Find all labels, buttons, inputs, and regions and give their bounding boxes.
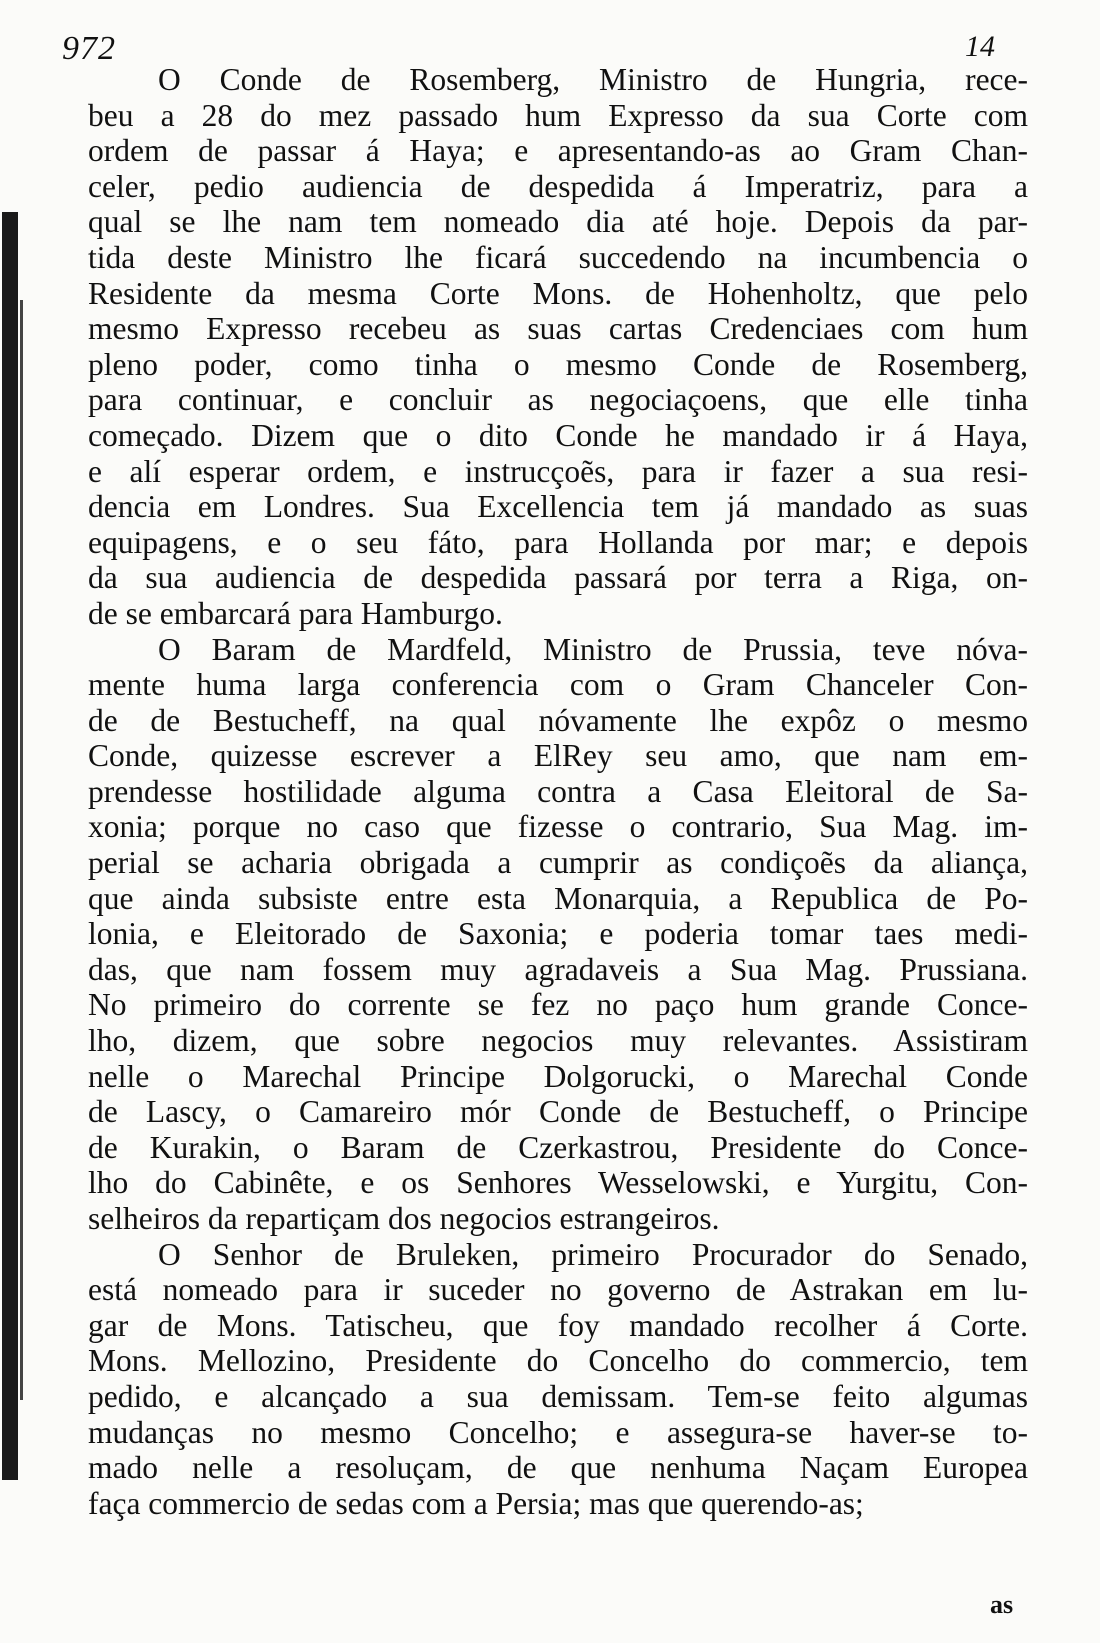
text-line: e alí esperar ordem, e instrucçoẽs, para ir fazer a sua resi- bbox=[88, 453, 1028, 489]
page-edge-shadow bbox=[2, 212, 18, 1480]
text-line: celer, pedio audiencia de despedida á Imperatriz, para a bbox=[88, 168, 1028, 204]
text-line: No primeiro do corrente se fez no paço hum grande Conce- bbox=[88, 987, 1028, 1023]
text-line: Conde, quizesse escrever a ElRey seu amo, que nam em- bbox=[88, 738, 1028, 774]
text-line: pleno poder, como tinha o mesmo Conde de Rosemberg, bbox=[88, 346, 1028, 382]
text-line: prendesse hostilidade alguma contra a Casa Eleitoral de Sa- bbox=[88, 773, 1028, 809]
text-line: lho, dizem, que sobre negocios muy relevantes. Assistiram bbox=[88, 1023, 1028, 1059]
text-line: equipagens, e o seu fáto, para Hollanda por mar; e depois bbox=[88, 524, 1028, 560]
text-line: de Lascy, o Camareiro mór Conde de Bestucheff, o Principe bbox=[88, 1094, 1028, 1130]
text-line: de Kurakin, o Baram de Czerkastrou, Presidente do Conce- bbox=[88, 1129, 1028, 1165]
text-line: que ainda subsiste entre esta Monarquia, a Republica de Po- bbox=[88, 880, 1028, 916]
text-line: nelle o Marechal Principe Dolgorucki, o Marechal Conde bbox=[88, 1058, 1028, 1094]
page-edge-line bbox=[20, 300, 23, 1400]
text-line: das, que nam fossem muy agradaveis a Sua Mag. Prussiana. bbox=[88, 951, 1028, 987]
text-line: mesmo Expresso recebeu as suas cartas Credenciaes com hum bbox=[88, 311, 1028, 347]
text-line: faça commercio de sedas com a Persia; mas que querendo-as; bbox=[88, 1485, 864, 1521]
text-line: pedido, e alcançado a sua demissam. Tem-se feito algumas bbox=[88, 1378, 1028, 1414]
text-line: tida deste Ministro lhe ficará succedendo na incumbencia o bbox=[88, 239, 1028, 275]
text-line: Mons. Mellozino, Presidente do Concelho do commercio, tem bbox=[88, 1343, 1028, 1379]
paragraph-mardfeld bbox=[88, 632, 1028, 1237]
text-line: beu a 28 do mez passado hum Expresso da sua Corte com bbox=[88, 97, 1028, 133]
text-line: mado nelle a resoluçam, de que nenhuma Naçam Europea bbox=[88, 1450, 1028, 1486]
text-line: dencia em Londres. Sua Excellencia tem já mandado as suas bbox=[88, 489, 1028, 525]
text-line: xonia; porque no caso que fizesse o contrario, Sua Mag. im- bbox=[88, 809, 1028, 845]
page-number: 972 bbox=[62, 30, 116, 67]
paragraph-bruleken bbox=[88, 1237, 1028, 1522]
corner-mark: 14 bbox=[965, 30, 995, 63]
text-line: lonia, e Eleitorado de Saxonia; e poderia tomar taes medi- bbox=[88, 916, 1028, 952]
text-line: de de Bestucheff, na qual nóvamente lhe expôz o mesmo bbox=[88, 702, 1028, 738]
text-line: gar de Mons. Tatischeu, que foy mandado recolher á Corte. bbox=[88, 1307, 1028, 1343]
text-line: para continuar, e concluir as negociaçoens, que elle tinha bbox=[88, 382, 1028, 418]
text-line: qual se lhe nam tem nomeado dia até hoje. Depois da par- bbox=[88, 204, 1028, 240]
text-line: começado. Dizem que o dito Conde he mandado ir á Haya, bbox=[88, 417, 1028, 453]
text-line: de se embarcará para Hamburgo. bbox=[88, 595, 503, 631]
text-line: Residente da mesma Corte Mons. de Hohenholtz, que pelo bbox=[88, 275, 1028, 311]
text-line: ordem de passar á Haya; e apresentando-as ao Gram Chan- bbox=[88, 133, 1028, 169]
text-line: está nomeado para ir suceder no governo de Astrakan em lu- bbox=[88, 1272, 1028, 1308]
text-line: mudanças no mesmo Concelho; e assegura-se haver-se to- bbox=[88, 1414, 1028, 1450]
text-line: perial se acharia obrigada a cumprir as condiçoẽs da aliança, bbox=[88, 845, 1028, 881]
text-line: lho do Cabinête, e os Senhores Wesselowski, e Yurgitu, Con- bbox=[88, 1165, 1028, 1201]
body-text bbox=[88, 62, 1028, 1521]
text-line: O Conde de Rosemberg, Ministro de Hungria, rece- bbox=[158, 62, 1028, 97]
text-line: O Senhor de Bruleken, primeiro Procurador do Senado, bbox=[158, 1236, 1028, 1272]
text-line: mente huma larga conferencia com o Gram Chanceler Con- bbox=[88, 667, 1028, 703]
paragraph-rosemberg bbox=[88, 62, 1028, 632]
text-line: O Baram de Mardfeld, Ministro de Prussia, teve nóva- bbox=[158, 631, 1028, 667]
catchword: as bbox=[990, 1590, 1014, 1619]
text-line: da sua audiencia de despedida passará por terra a Riga, on- bbox=[88, 560, 1028, 596]
text-line: selheiros da repartiçam dos negocios estrangeiros. bbox=[88, 1201, 720, 1236]
